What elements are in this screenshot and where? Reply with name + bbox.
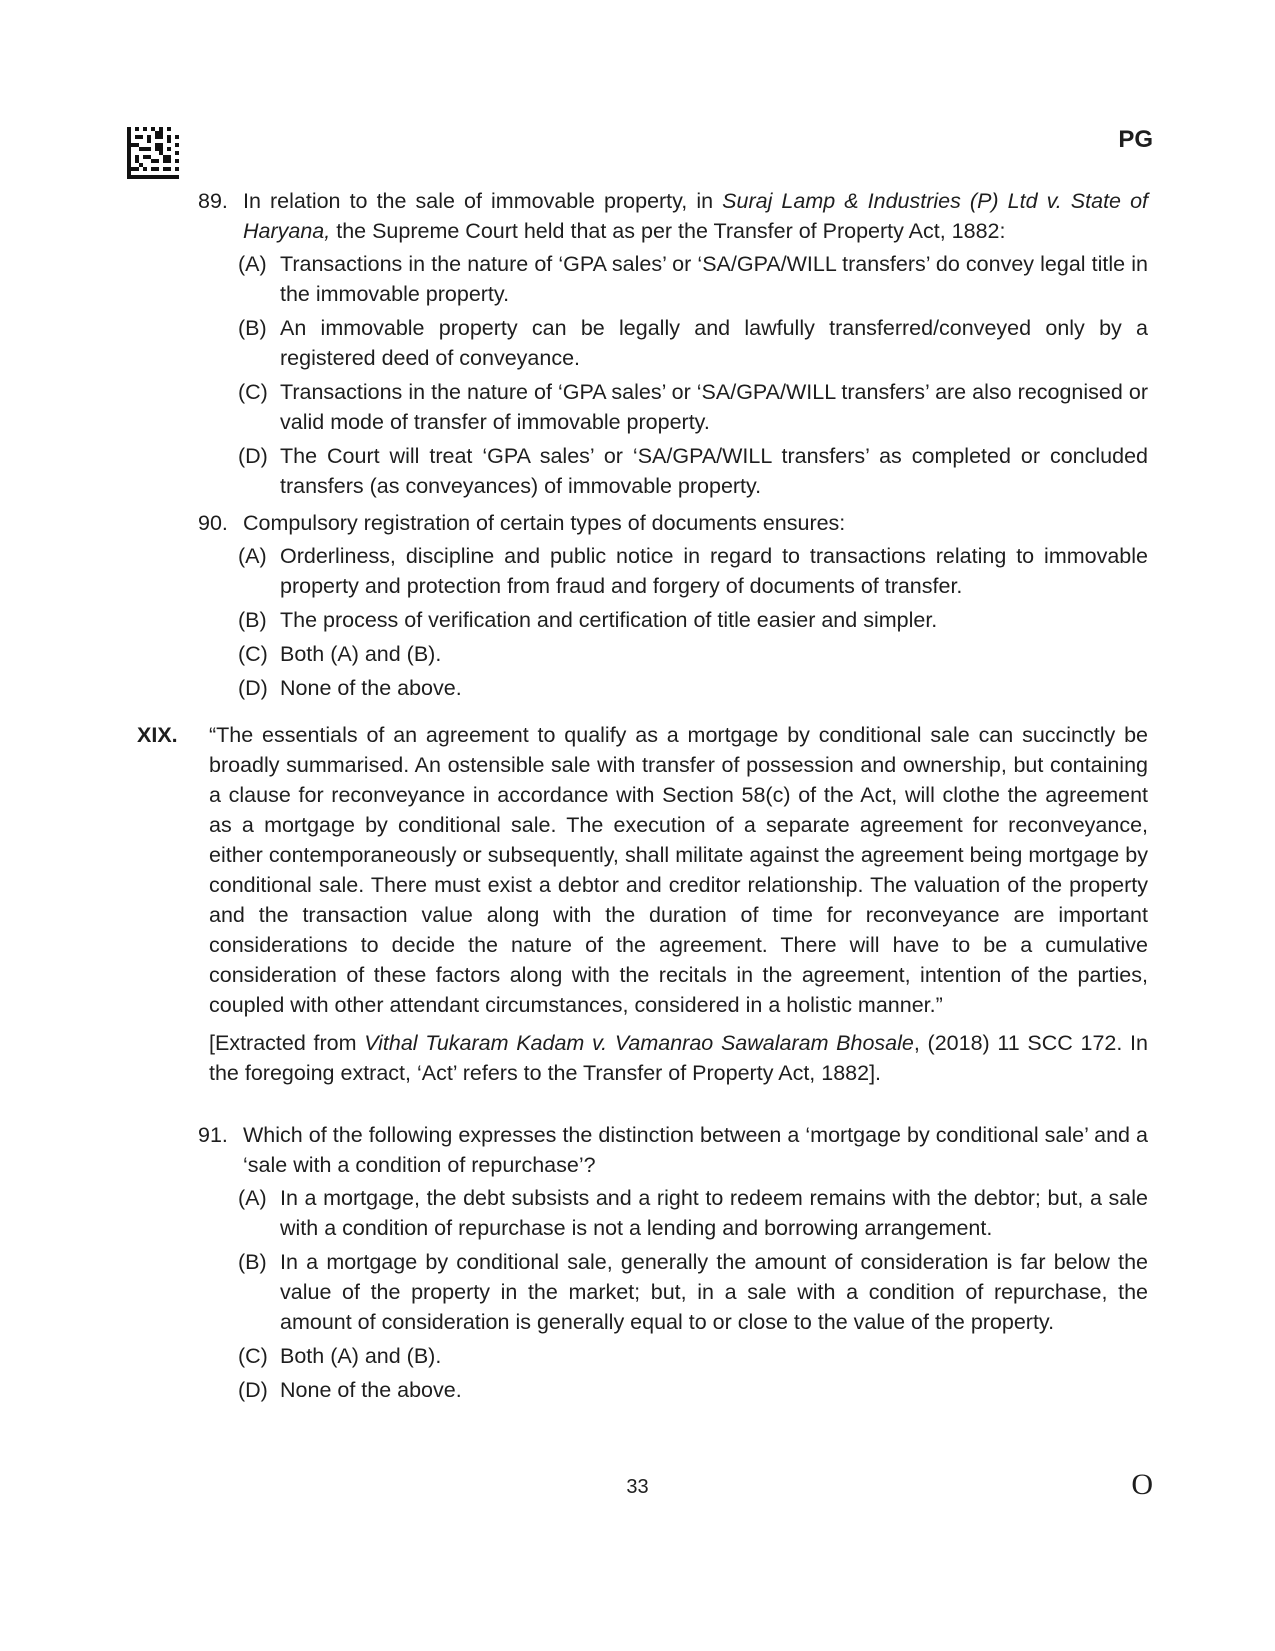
paper-code: PG	[1118, 126, 1153, 153]
question-number: 91.	[198, 1123, 228, 1147]
option-c: (C) Both (A) and (B).	[238, 1344, 442, 1368]
question-text: In relation to the sale of immovable property, in Suraj Lamp & Industries (P) Ltd v. State of Haryana, the Supreme Court held that as per the Transfer of Property Act, 1882:	[243, 189, 1148, 243]
question-text: Which of the following expresses the distinction between a ‘mortgage by conditional sale’ and a ‘sale with a condition of repurchase’?	[243, 1123, 1148, 1177]
option-b: (B) An immovable property can be legally and lawfully transferred/conveyed only by a registered deed of conveyance.	[238, 316, 1148, 370]
passage: “The essentials of an agreement to qualify as a mortgage by conditional sale can succinctly be broadly summarised. An ostensible sale with transfer of possession and ownership, but containing a clause for reconveyance in accordance with Section 58(c) of the Act, will clothe the agreement as a mortgage by conditional sale. The execution of a separate agreement for reconveyance, either contemporaneously or subsequently, shall militate against the agreement being mortgage by conditional sale. There must exist a debtor and creditor relationship. The valuation of the property and the transaction value along with the duration of time for reconveyance are important considerations to decide the nature of the agreement. There will have to be a cumulative consideration of these factors along with the recitals in the agreement, intention of the parties, coupled with other attendant circumstances, considered in a holistic manner.”	[209, 723, 1148, 1017]
option-d: (D) None of the above.	[238, 676, 462, 700]
booklet-series-mark: O	[1131, 1468, 1153, 1501]
option-a: (A) In a mortgage, the debt subsists and a right to redeem remains with the debtor; but, a sale with a condition of repurchase is not a lending and borrowing arrangement.	[238, 1186, 1148, 1240]
page-number: 33	[626, 1476, 649, 1498]
option-a: (A) Transactions in the nature of ‘GPA sales’ or ‘SA/GPA/WILL transfers’ do convey legal title in the immovable property.	[238, 252, 1148, 306]
question-number: 90.	[198, 511, 228, 535]
question-number: 89.	[198, 189, 228, 213]
option-b: (B) In a mortgage by conditional sale, generally the amount of consideration is far below the value of the property in the market; but, in a sale with a condition of repurchase, the amount of consideration is generally equal to or close to the value of the property.	[238, 1250, 1148, 1334]
option-c: (C) Transactions in the nature of ‘GPA sales’ or ‘SA/GPA/WILL transfers’ are also recognised or valid mode of transfer of immovable property.	[238, 380, 1148, 434]
question-91	[198, 1120, 1148, 1409]
option-b: (B) The process of verification and certification of title easier and simpler.	[238, 608, 938, 632]
option-c: (C) Both (A) and (B).	[238, 642, 442, 666]
question-90	[198, 508, 1148, 707]
section-label: XIX.	[137, 723, 178, 747]
citation: [Extracted from Vithal Tukaram Kadam v. Vamanrao Sawalaram Bhosale, (2018) 11 SCC 172. In the foregoing extract, ‘Act’ refers to the Transfer of Property Act, 1882].	[209, 1031, 1148, 1085]
question-89	[198, 186, 1148, 505]
option-d: (D) The Court will treat ‘GPA sales’ or ‘SA/GPA/WILL transfers’ as completed or concluded transfers (as conveyances) of immovable property.	[238, 444, 1148, 498]
datamatrix-code-icon	[127, 127, 179, 179]
section-xix	[137, 720, 1148, 1088]
question-text: Compulsory registration of certain types of documents ensures:	[243, 511, 846, 535]
option-d: (D) None of the above.	[238, 1378, 462, 1402]
option-a: (A) Orderliness, discipline and public notice in regard to transactions relating to immovable property and protection from fraud and forgery of documents of transfer.	[238, 544, 1148, 598]
